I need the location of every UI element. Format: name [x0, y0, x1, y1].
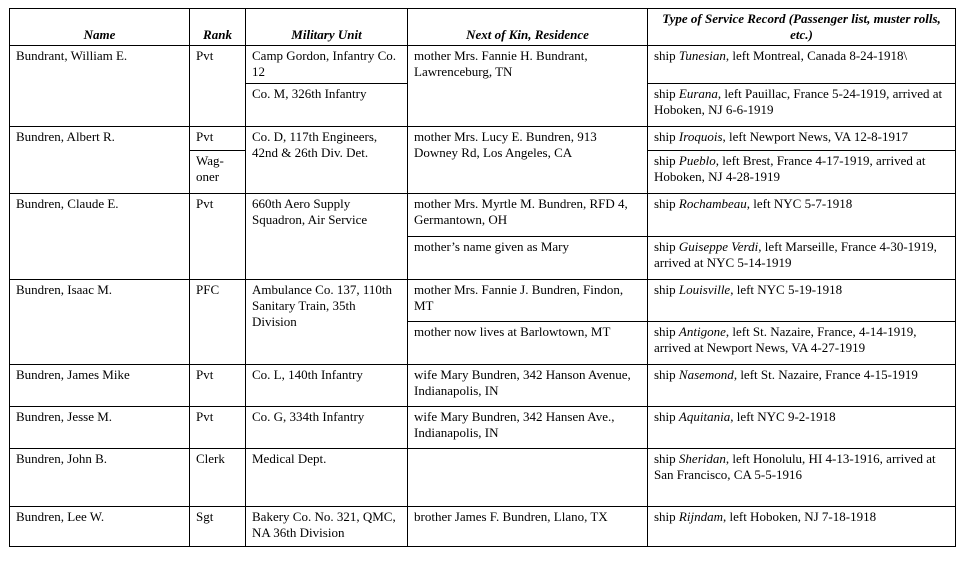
cell-rank: Pvt: [190, 127, 246, 151]
cell-rank: Wag- oner: [190, 151, 246, 194]
cell-kin: mother now lives at Barlowtown, MT: [408, 322, 648, 365]
cell-kin: wife Mary Bundren, 342 Hansen Ave., Indianapolis, IN: [408, 407, 648, 449]
cell-kin: wife Mary Bundren, 342 Hanson Avenue, Indianapolis, IN: [408, 365, 648, 407]
ship-name: Eurana: [678, 86, 718, 101]
cell-name: Bundren, Jesse M.: [10, 407, 190, 449]
cell-rank: PFC: [190, 280, 246, 365]
cell-rank: Pvt: [190, 194, 246, 280]
cell-kin: [408, 449, 648, 507]
cell-rank: Pvt: [190, 407, 246, 449]
military-records-table: [9, 8, 956, 547]
table-row: [10, 46, 956, 84]
cell-rank: Sgt: [190, 507, 246, 547]
cell-name: Bundren, Isaac M.: [10, 280, 190, 365]
cell-service: ship Iroquois, left Newport News, VA 12-8-1917: [648, 127, 956, 151]
cell-service: ship Louisville, left NYC 5-19-1918: [648, 280, 956, 322]
cell-rank: Pvt: [190, 365, 246, 407]
table-row: [10, 365, 956, 407]
cell-unit: Medical Dept.: [246, 449, 408, 507]
cell-service: ship Sheridan, left Honolulu, HI 4-13-1916, arrived at San Francisco, CA 5-5-1916: [648, 449, 956, 507]
cell-kin: brother James F. Bundren, Llano, TX: [408, 507, 648, 547]
ship-name: Guiseppe Verdi: [678, 239, 759, 254]
ship-name: Rijndam: [678, 509, 723, 524]
cell-name: Bundren, Lee W.: [10, 507, 190, 547]
cell-name: Bundrant, William E.: [10, 46, 190, 127]
cell-service: ship Guiseppe Verdi, left Marseille, France 4-30-1919, arrived at NYC 5-14-1919: [648, 237, 956, 280]
header-row: [10, 9, 956, 46]
cell-name: Bundren, James Mike: [10, 365, 190, 407]
cell-unit: Bakery Co. No. 321, QMC, NA 36th Division: [246, 507, 408, 547]
cell-unit: Co. G, 334th Infantry: [246, 407, 408, 449]
cell-name: Bundren, Claude E.: [10, 194, 190, 280]
col-header-kin: Next of Kin, Residence: [408, 9, 648, 46]
col-header-name: Name: [10, 9, 190, 46]
col-header-rank: Rank: [190, 9, 246, 46]
cell-unit: Camp Gordon, Infantry Co. 12: [246, 46, 408, 84]
cell-unit: 660th Aero Supply Squadron, Air Service: [246, 194, 408, 280]
cell-service: ship Rijndam, left Hoboken, NJ 7-18-1918: [648, 507, 956, 547]
cell-kin: mother Mrs. Fannie H. Bundrant, Lawrenceburg, TN: [408, 46, 648, 127]
table-row: [10, 449, 956, 507]
ship-name: Aquitania: [678, 409, 731, 424]
col-header-unit: Military Unit: [246, 9, 408, 46]
col-header-service: Type of Service Record (Passenger list, muster rolls, etc.): [648, 9, 956, 46]
ship-name: Rochambeau: [678, 196, 747, 211]
table-row: [10, 407, 956, 449]
table-row: [10, 127, 956, 151]
cell-kin: mother Mrs. Myrtle M. Bundren, RFD 4, Germantown, OH: [408, 194, 648, 237]
cell-rank: Pvt: [190, 46, 246, 127]
cell-rank: Clerk: [190, 449, 246, 507]
cell-unit: Co. D, 117th Engineers, 42nd & 26th Div. Det.: [246, 127, 408, 194]
ship-name: Iroquois: [678, 129, 723, 144]
cell-service: ship Antigone, left St. Nazaire, France, 4-14-1919, arrived at Newport News, VA 4-27-1919: [648, 322, 956, 365]
cell-service: ship Eurana, left Pauillac, France 5-24-1919, arrived at Hoboken, NJ 6-6-1919: [648, 84, 956, 127]
ship-name: Antigone: [678, 324, 726, 339]
cell-kin: mother Mrs. Lucy E. Bundren, 913 Downey Rd, Los Angeles, CA: [408, 127, 648, 194]
cell-name: Bundren, John B.: [10, 449, 190, 507]
records-table-wrap: [9, 8, 955, 547]
cell-service: ship Nasemond, left St. Nazaire, France 4-15-1919: [648, 365, 956, 407]
cell-kin: mother Mrs. Fannie J. Bundren, Findon, MT: [408, 280, 648, 322]
table-row: [10, 507, 956, 547]
cell-unit: Co. M, 326th Infantry: [246, 84, 408, 127]
cell-service: ship Aquitania, left NYC 9-2-1918: [648, 407, 956, 449]
ship-name: Louisville: [678, 282, 731, 297]
cell-service: ship Rochambeau, left NYC 5-7-1918: [648, 194, 956, 237]
cell-service: ship Tunesian, left Montreal, Canada 8-24-1918\: [648, 46, 956, 84]
ship-name: Nasemond: [678, 367, 734, 382]
ship-name: Sheridan: [678, 451, 726, 466]
table-row: [10, 194, 956, 237]
cell-unit: Ambulance Co. 137, 110th Sanitary Train, 35th Division: [246, 280, 408, 365]
ship-name: Pueblo: [678, 153, 716, 168]
cell-kin: mother’s name given as Mary: [408, 237, 648, 280]
table-row: [10, 280, 956, 322]
cell-name: Bundren, Albert R.: [10, 127, 190, 194]
cell-service: ship Pueblo, left Brest, France 4-17-1919, arrived at Hoboken, NJ 4-28-1919: [648, 151, 956, 194]
cell-unit: Co. L, 140th Infantry: [246, 365, 408, 407]
ship-name: Tunesian: [678, 48, 726, 63]
